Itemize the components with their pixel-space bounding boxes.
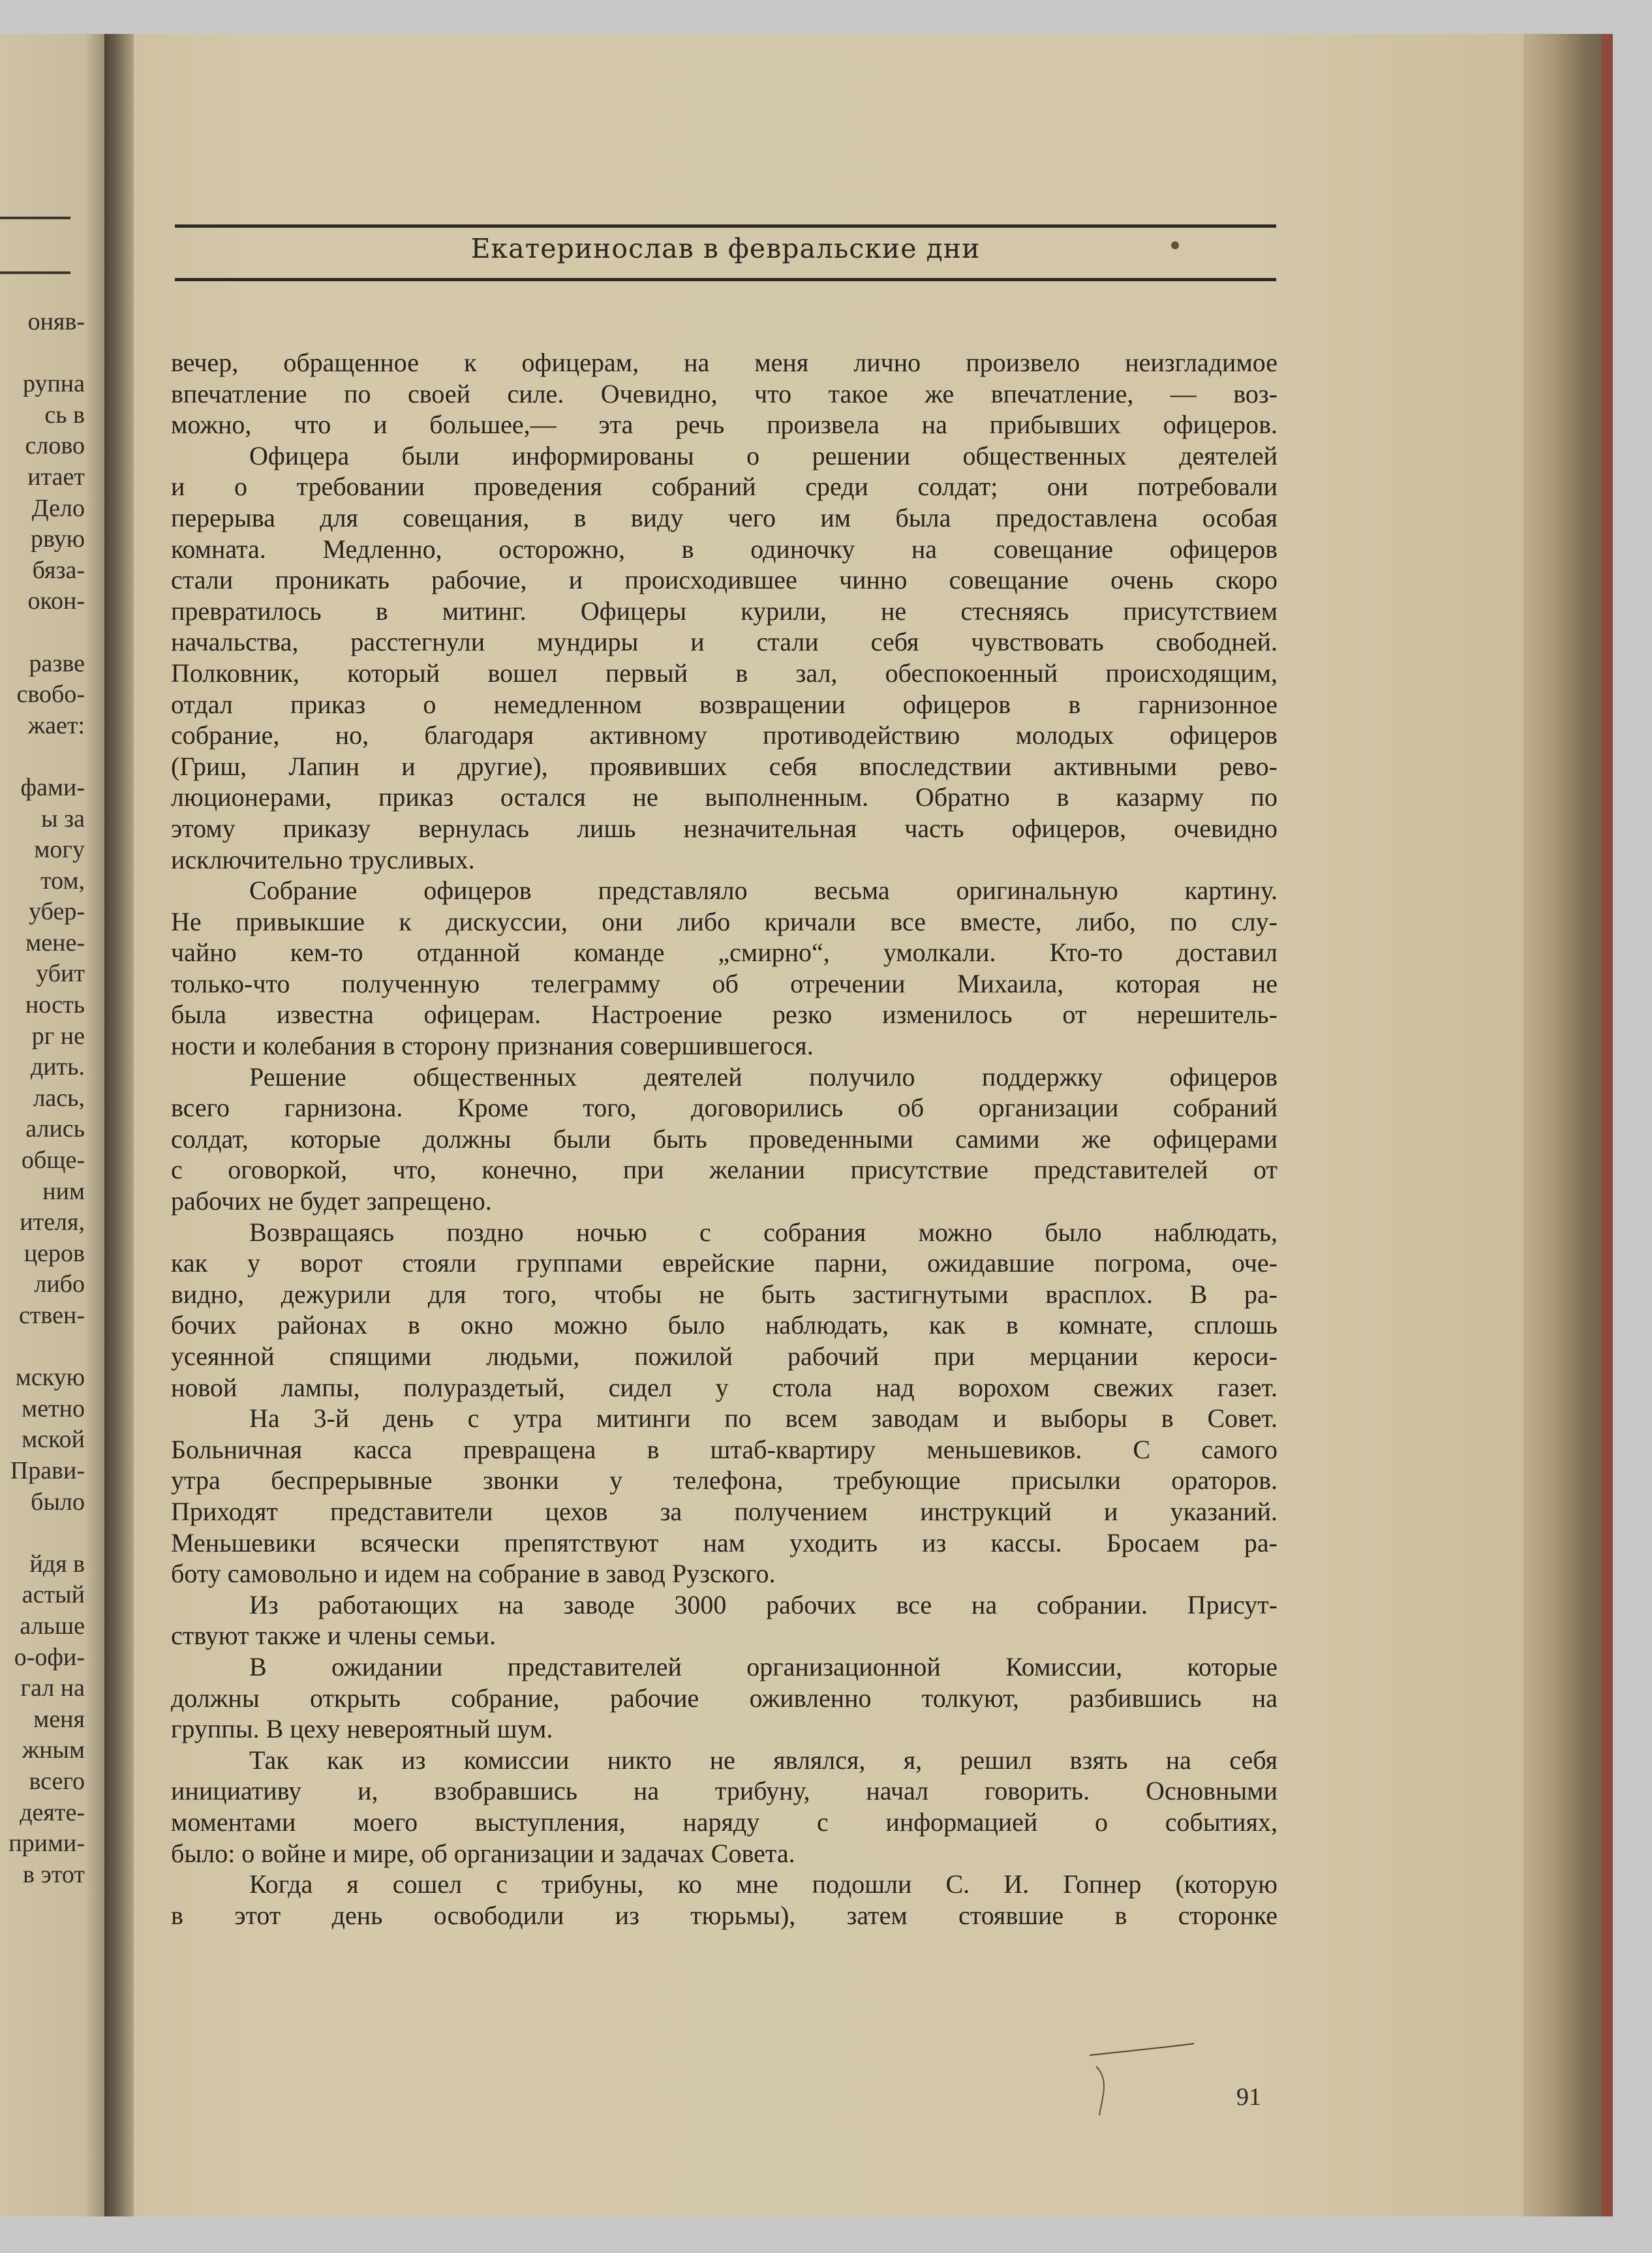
left-page-line: ы за	[41, 805, 85, 833]
left-page-line	[0, 338, 85, 369]
left-page-line: Прави-	[10, 1456, 85, 1484]
print-speck	[1171, 241, 1179, 249]
left-page-line: деяте-	[20, 1798, 85, 1826]
text-line: Так как из комиссии никто не являлся, я, решил взять на себя	[249, 1745, 1277, 1775]
left-page-line	[0, 1332, 85, 1363]
left-page-line: альше	[20, 1612, 85, 1640]
text-line: превратилось в митинг. Офицеры курили, не стесняясь присутствием	[171, 596, 1277, 626]
left-page-line: ались	[25, 1115, 85, 1143]
page-number: 91	[1236, 2083, 1261, 2111]
text-line: солдат, которые должны были быть проведенными самими же офицерами	[171, 1124, 1277, 1154]
left-page-line: всего	[29, 1767, 85, 1795]
text-line: Приходят представители цехов за получением инструкций и указаний.	[171, 1496, 1277, 1526]
left-page-line: жным	[22, 1736, 85, 1764]
text-line: Из работающих на заводе 3000 рабочих все на собрании. Присут-	[249, 1589, 1277, 1619]
text-line: в этот день освободили из тюрьмы), затем стоявшие в сторонке	[171, 1900, 1277, 1930]
text-line: исключительно трусливых.	[171, 844, 475, 874]
text-line: перерыва для совещания, в виду чего им была предоставлена особая	[171, 502, 1277, 532]
left-page-line: прими-	[8, 1830, 85, 1858]
text-line: ности и колебания в сторону признания совершившегося.	[171, 1031, 814, 1061]
text-line: и о требовании проведения собраний среди солдат; они потребовали	[171, 472, 1277, 502]
text-line: Меньшевики всячески препятствуют нам уходить из кассы. Бросаем ра-	[171, 1527, 1277, 1557]
text-line: Возвращаясь поздно ночью с собрания можно было наблюдать,	[249, 1217, 1277, 1247]
left-page-line: йдя в	[29, 1550, 85, 1578]
left-page-line: убит	[36, 960, 85, 988]
text-line: ствуют также и члены семьи.	[171, 1621, 497, 1651]
body-text	[171, 347, 1277, 1931]
left-page-line: рг не	[31, 1022, 85, 1050]
text-line: должны открыть собрание, рабочие оживленно толкуют, разбившись на	[171, 1683, 1277, 1713]
text-line: начальства, расстегнули мундиры и стали себя чувствовать свободней.	[171, 627, 1277, 657]
left-page-line: убер-	[29, 898, 85, 926]
text-line: бочих районах в окно можно было наблюдать, как в комнате, сплошь	[171, 1310, 1277, 1340]
text-line: чайно кем-то отданной команде „смирно“, умолкали. Кто-то доставил	[171, 938, 1277, 968]
left-page-line: Дело	[31, 494, 85, 522]
text-line: Собрание офицеров представляло весьма оригинальную картину.	[249, 876, 1277, 906]
left-page-text	[0, 307, 85, 1890]
left-page-line: меня	[33, 1705, 85, 1733]
text-line: было: о войне и мире, об организации и задачах Совета.	[171, 1838, 795, 1868]
left-page-line: итает	[27, 463, 85, 491]
left-page-line	[0, 741, 85, 773]
left-page-line: астый	[22, 1581, 85, 1609]
left-page-line: ителя,	[20, 1208, 85, 1236]
text-line: впечатление по своей силе. Очевидно, что такое же впечатление, — воз-	[171, 378, 1277, 408]
text-line: всего гарнизона. Кроме того, договорились об организации собраний	[171, 1093, 1277, 1123]
left-page-line: метно	[22, 1394, 85, 1422]
left-page-rule	[0, 271, 70, 274]
left-page-line: окон-	[27, 587, 85, 615]
text-line: собрание, но, благодаря активному противодействию молодых офицеров	[171, 720, 1277, 750]
left-page-line: рупна	[22, 370, 85, 398]
left-page-line: ствен-	[18, 1302, 85, 1329]
text-line: моментами моего выступления, наряду с информацией о событиях,	[171, 1807, 1277, 1837]
text-line: видно, дежурили для того, чтобы не быть застигнутыми врасплох. В ра-	[171, 1279, 1277, 1309]
text-line: инициативу и, взобравшись на трибуну, начал говорить. Основными	[171, 1776, 1277, 1806]
book-scan	[0, 34, 1613, 2216]
text-line: усеянной спящими людьми, пожилой рабочий при мерцании кероси-	[171, 1341, 1277, 1371]
left-page-line: о-офи-	[14, 1643, 85, 1671]
left-page-line	[0, 617, 85, 649]
left-page-line: мскую	[15, 1364, 85, 1392]
left-page-line: гал на	[20, 1674, 85, 1702]
text-line: новой лампы, полураздетый, сидел у стола над ворохом свежих газет.	[171, 1372, 1277, 1402]
text-line: Полковник, который вошел первый в зал, обеспокоенный происходящим,	[171, 658, 1277, 688]
text-line: Не привыкшие к дискуссии, они либо кричали все вместе, либо, по слу-	[171, 906, 1277, 936]
left-page-line: рвую	[30, 525, 85, 553]
left-page-line: было	[31, 1488, 85, 1516]
left-page-line: свобо-	[16, 681, 85, 709]
text-line: (Гриш, Лапин и другие), проявивших себя впоследствии активными рево-	[171, 751, 1277, 781]
left-page-line: бяза-	[32, 556, 85, 584]
left-page-line: мене-	[25, 928, 85, 957]
left-page-line: в этот	[23, 1860, 85, 1888]
left-page-line: могу	[34, 836, 85, 864]
left-page-line: мской	[22, 1426, 85, 1454]
left-page-line: слово	[25, 432, 85, 460]
text-line: Больничная касса превращена в штаб-квартиру меньшевиков. С самого	[171, 1434, 1277, 1464]
text-line: с оговоркой, что, конечно, при желании присутствие представителей от	[171, 1155, 1277, 1185]
text-line: Когда я сошел с трибуны, ко мне подошли С. И. Гопнер (которую	[249, 1869, 1277, 1899]
left-page-line: том,	[40, 866, 85, 895]
left-page-line	[0, 1518, 85, 1549]
left-page-line: либо	[34, 1270, 85, 1298]
left-page-line: дить.	[30, 1053, 85, 1081]
left-page-line: ность	[25, 991, 85, 1019]
text-line: Офицера были информированы о решении общественных деятелей	[249, 440, 1277, 470]
text-line: только-что полученную телеграмму об отречении Михаила, которая не	[171, 968, 1277, 998]
left-page-line: обще-	[21, 1146, 85, 1174]
pencil-mark-icon	[1083, 2017, 1201, 2122]
left-page-line: оняв-	[27, 308, 85, 335]
text-line: можно, что и большее,— эта речь произвела на прибывших офицеров.	[171, 410, 1277, 440]
left-page-line: лась,	[33, 1084, 85, 1112]
left-page-line: церов	[23, 1239, 85, 1267]
book-cover-edge	[1602, 34, 1613, 2216]
text-line: Решение общественных деятелей получило поддержку офицеров	[249, 1062, 1277, 1092]
text-line: боту самовольно и идем на собрание в завод Рузского.	[171, 1559, 776, 1589]
left-page-line: ним	[42, 1177, 85, 1205]
page-edges	[1523, 34, 1613, 2216]
left-page-line: разве	[29, 649, 85, 677]
left-page	[0, 34, 121, 2216]
header-rule-top	[175, 224, 1276, 228]
text-line: этому приказу вернулась лишь незначительная часть офицеров, очевидно	[171, 813, 1277, 843]
text-line: отдал приказ о немедленном возвращении офицеров в гарнизонное	[171, 689, 1277, 719]
text-line: утра беспрерывные звонки у телефона, требующие присылки ораторов.	[171, 1465, 1277, 1495]
text-line: В ожидании представителей организационной Комиссии, которые	[249, 1651, 1277, 1681]
left-page-line: сь в	[44, 401, 85, 429]
text-line: группы. В цеху невероятный шум.	[171, 1714, 553, 1744]
text-line: стали проникать рабочие, и происходившее чинно совещание очень скоро	[171, 565, 1277, 595]
running-head: Екатеринослав в февральские дни	[470, 233, 981, 264]
text-line: На 3-й день с утра митинги по всем заводам и выборы в Совет.	[249, 1403, 1277, 1433]
text-line: комната. Медленно, осторожно, в одиночку на совещание офицеров	[171, 534, 1277, 564]
text-line: как у ворот стояли группами еврейские парни, ожидавшие погрома, оче-	[171, 1248, 1277, 1278]
text-line: рабочих не будет запрещено.	[171, 1186, 492, 1216]
left-page-line: фами-	[20, 773, 85, 801]
text-line: была известна офицерам. Настроение резко изменилось от нерешитель-	[171, 1000, 1277, 1030]
header-rule-bottom	[175, 278, 1276, 281]
text-line: вечер, обращенное к офицерам, на меня лично произвело неизгладимое	[171, 348, 1277, 377]
left-page-rule	[0, 217, 70, 219]
left-page-line: жает:	[27, 711, 85, 739]
text-line: люционерами, приказ остался не выполненным. Обратно в казарму по	[171, 782, 1277, 812]
